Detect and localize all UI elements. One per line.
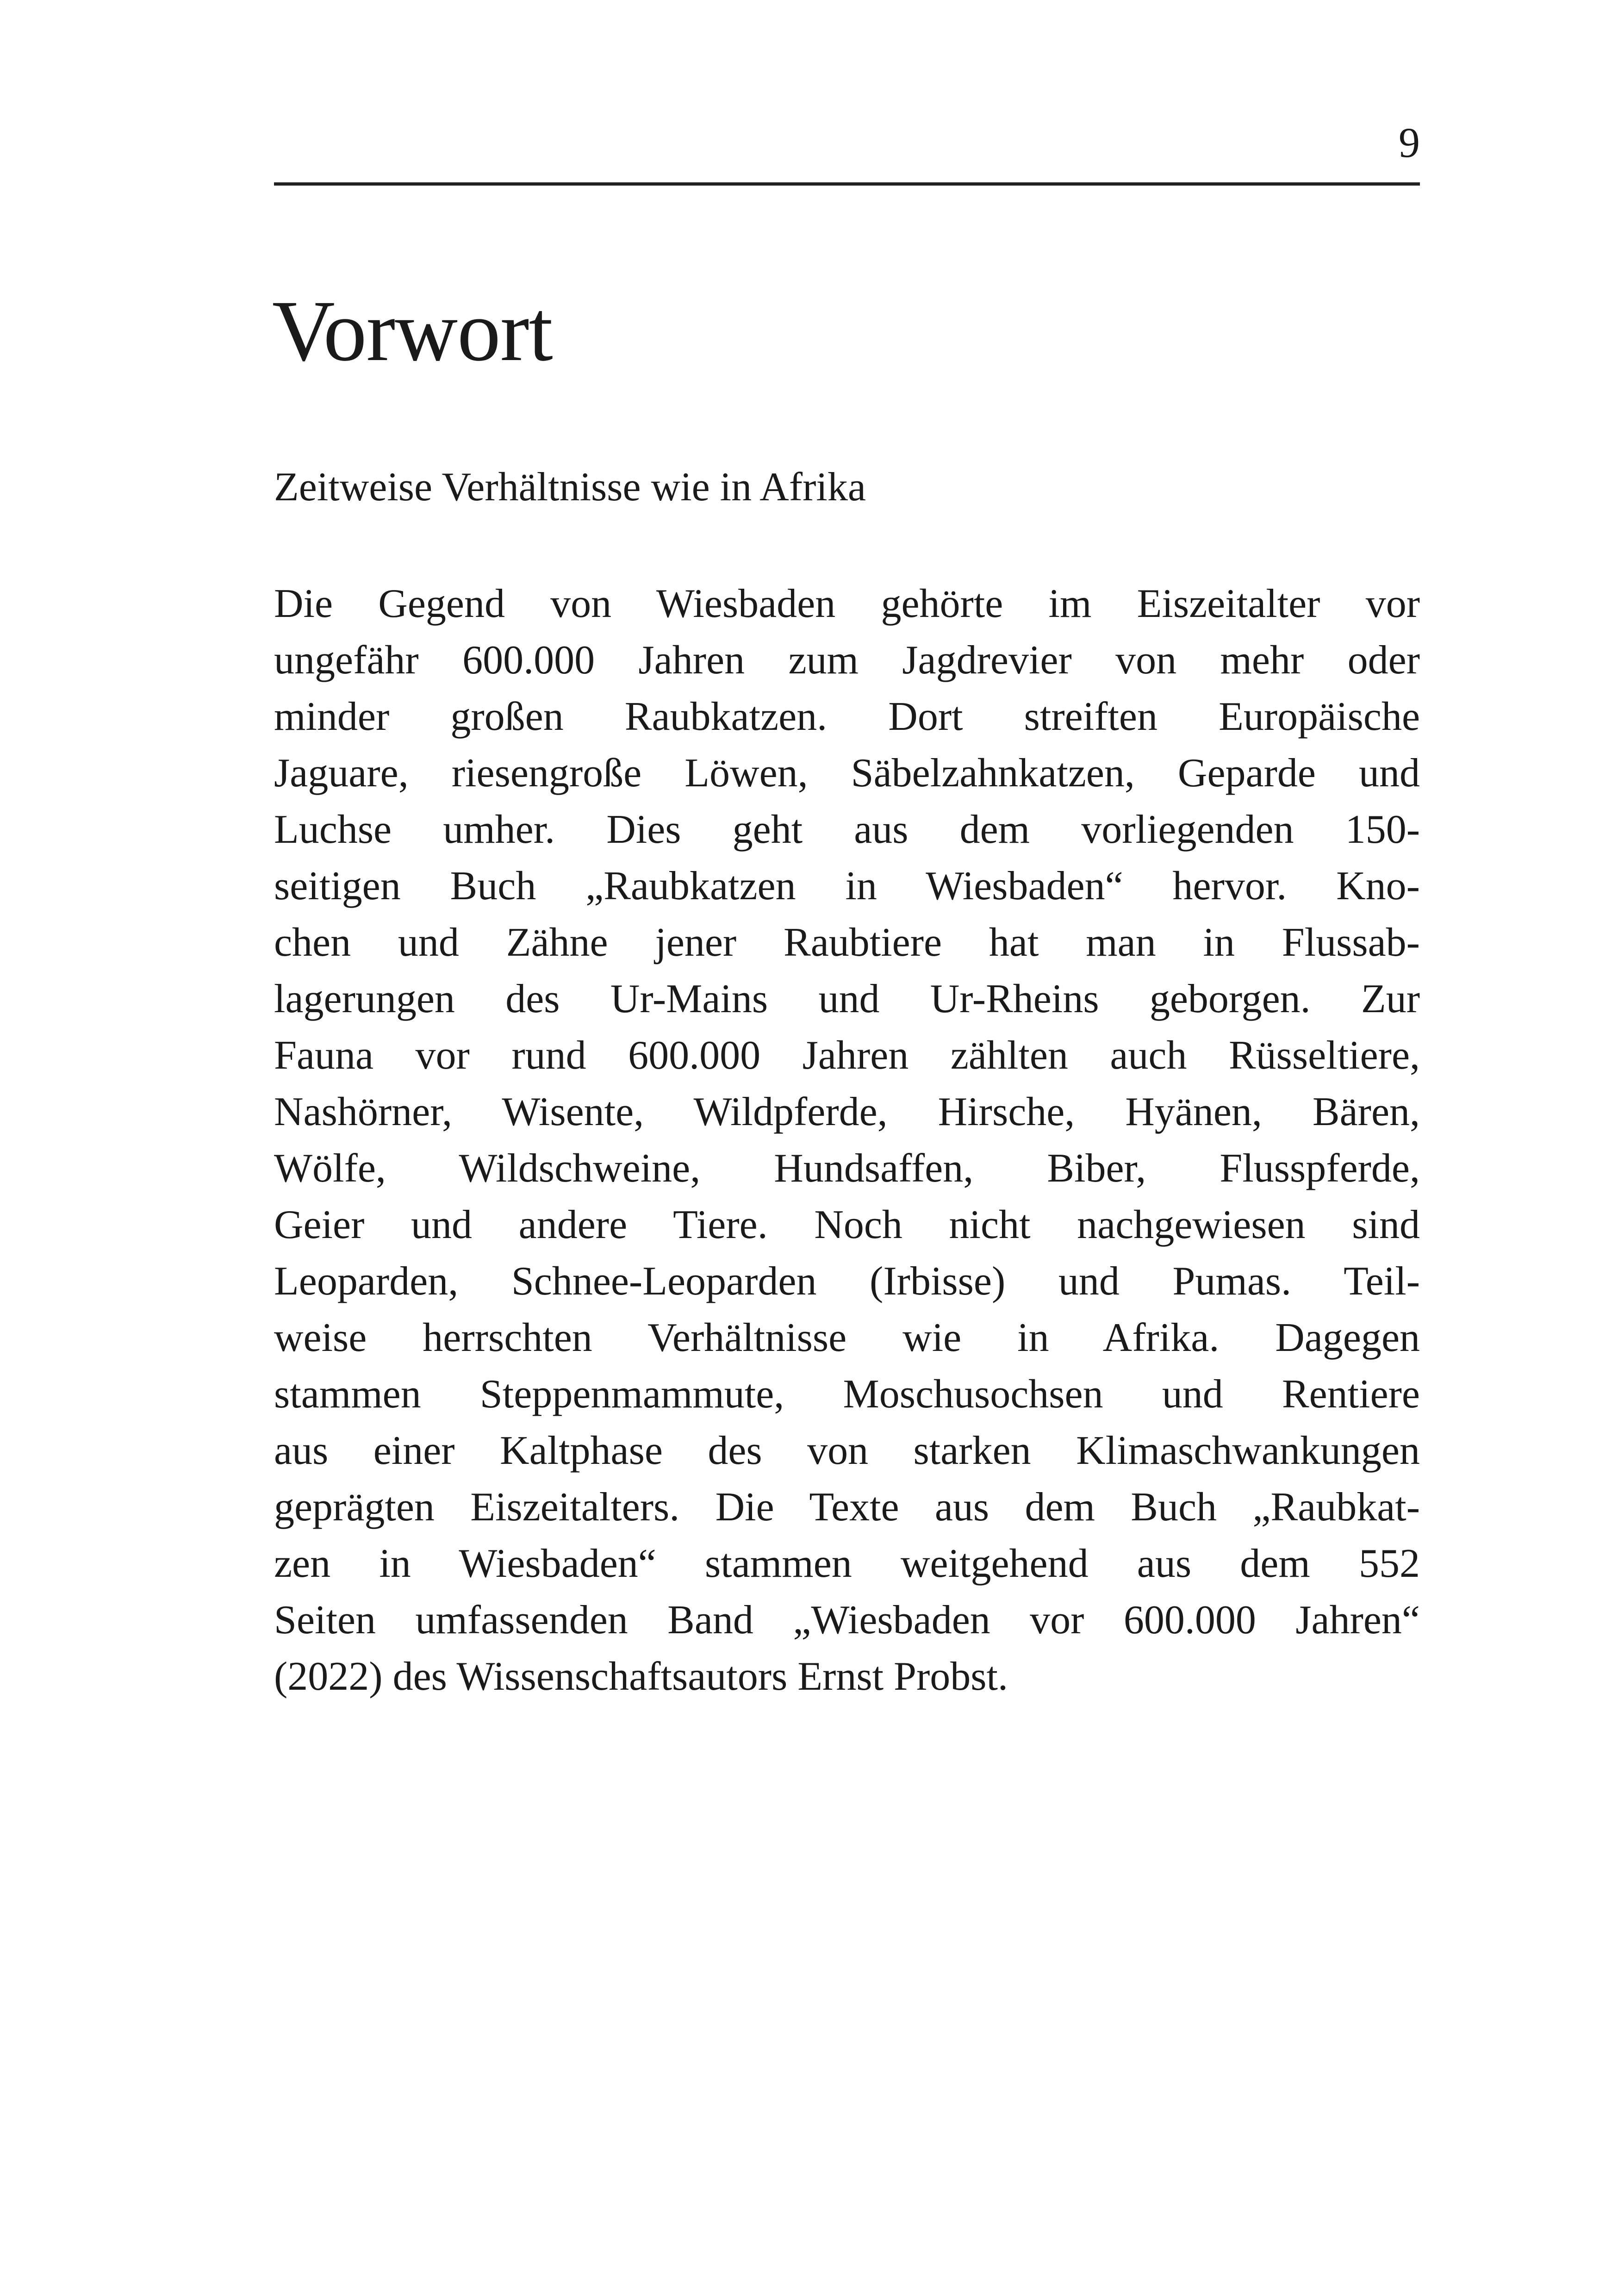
body-line: lagerungen des Ur-Mains und Ur-Rheins geborgen. Zur	[274, 977, 1420, 1021]
body-line: Seiten umfassenden Band „Wiesbaden vor 600.000 Jahren“	[274, 1598, 1420, 1643]
body-line: geprägten Eiszeitalters. Die Texte aus dem Buch „Raubkat-	[274, 1485, 1420, 1530]
body-line: seitigen Buch „Raubkatzen in Wiesbaden“ hervor. Kno-	[274, 864, 1420, 908]
body-line: zen in Wiesbaden“ stammen weitgehend aus dem 552	[274, 1541, 1420, 1586]
header-rule	[274, 182, 1420, 186]
body-line: Jaguare, riesengroße Löwen, Säbelzahnkatzen, Geparde und	[274, 751, 1420, 796]
body-line: weise herrschten Verhältnisse wie in Afrika. Dagegen	[274, 1315, 1420, 1360]
body-line: Die Gegend von Wiesbaden gehörte im Eiszeitalter vor	[274, 581, 1420, 626]
body-line: Fauna vor rund 600.000 Jahren zählten auch Rüsseltiere,	[274, 1033, 1420, 1078]
body-line: ungefähr 600.000 Jahren zum Jagdrevier von mehr oder	[274, 638, 1420, 683]
chapter-title: Vorwort	[272, 282, 553, 379]
body-line: aus einer Kaltphase des von starken Klimaschwankungen	[274, 1428, 1420, 1473]
body-line: chen und Zähne jener Raubtiere hat man in Flussab-	[274, 920, 1420, 965]
body-line: Luchse umher. Dies geht aus dem vorliegenden 150-	[274, 807, 1420, 852]
body-line: stammen Steppenmammute, Moschusochsen und Rentiere	[274, 1372, 1420, 1417]
body-line: Leoparden, Schnee-Leoparden (Irbisse) und Pumas. Teil-	[274, 1259, 1420, 1304]
body-paragraph	[274, 576, 1420, 1705]
body-line: minder großen Raubkatzen. Dort streiften Europäische	[274, 694, 1420, 739]
body-line: Wölfe, Wildschweine, Hundsaffen, Biber, Flusspferde,	[274, 1146, 1420, 1191]
page-number: 9	[1399, 119, 1421, 166]
body-line: (2022) des Wissenschaftsautors Ernst Probst.	[274, 1654, 1008, 1699]
chapter-subtitle: Zeitweise Verhältnisse wie in Afrika	[274, 465, 866, 510]
body-line: Geier und andere Tiere. Noch nicht nachgewiesen sind	[274, 1202, 1420, 1247]
body-line: Nashörner, Wisente, Wildpferde, Hirsche, Hyänen, Bären,	[274, 1089, 1420, 1134]
